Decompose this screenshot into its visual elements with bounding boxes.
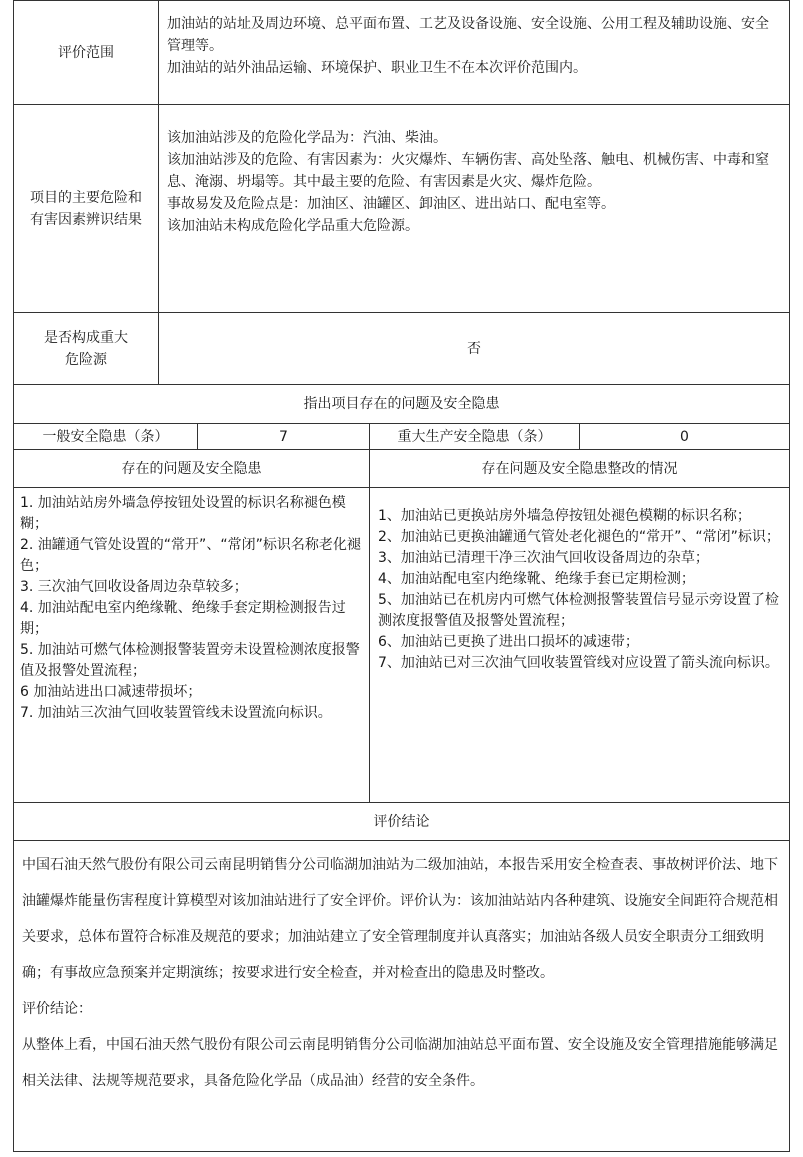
general-hazard-count: 7 [279, 428, 288, 445]
hazards-line-3: 事故易发及危险点是：加油区、油罐区、卸油区、进出站口、配电室等。 [167, 196, 615, 212]
rectification-item: 7、加油站已对三次油气回收装置管线对应设置了箭头流向标识。 [378, 655, 779, 671]
scope-label-cell [13, 0, 159, 105]
major-hazard-value: 否 [467, 340, 481, 357]
conclusion-paragraph-1: 中国石油天然气股份有限公司云南昆明销售分公司临湖加油站为二级加油站，本报告采用安全检查表、事故树评价法、地下油罐爆炸能量伤害程度计算模型对该加油站进行了安全评价。评价认为：该加油站站内各种建筑、设施安全间距符合规范相关要求，总体布置符合标准及规范的要求；加油站建立了安全管理制度并认真落实；加油站各级人员安全职责分工细致明确；有事故应急预案并定期演练；按要求进行安全检查，并对检查出的隐患及时整改。 [22, 857, 778, 981]
issues-title-cell [13, 384, 790, 424]
hazards-line-4: 该加油站未构成危险化学品重大危险源。 [167, 218, 419, 234]
major-hazard-value-cell [158, 312, 790, 385]
general-hazard-label-cell [13, 423, 198, 450]
scope-label: 评价范围 [58, 44, 114, 61]
general-hazard-count-cell [197, 423, 370, 450]
rectification-item: 4、加油站配电室内绝缘靴、绝缘手套已定期检测； [378, 571, 695, 587]
rectification-item: 2、加油站已更换油罐通气管处老化褪色的“常开”、“常闭”标识； [378, 529, 780, 545]
rectification-header-cell [369, 449, 790, 488]
problem-item: 4. 加油站配电室内绝缘靴、绝缘手套定期检测报告过期； [20, 600, 346, 637]
general-hazard-label: 一般安全隐患（条） [42, 428, 169, 445]
hazards-line-1: 该加油站涉及的危险化学品为：汽油、柴油。 [167, 130, 447, 146]
scope-content-cell [158, 0, 790, 105]
problem-item: 7. 加油站三次油气回收装置管线未设置流向标识。 [20, 705, 332, 721]
rectification-item: 5、加油站已在机房内可燃气体检测报警装置信号显示旁设置了检测浓度报警值及报警处置流程； [378, 592, 779, 629]
problem-item: 2. 油罐通气管处设置的“常开”、“常闭”标识名称老化褪色； [20, 537, 361, 574]
scope-line-2: 加油站的站外油品运输、环境保护、职业卫生不在本次评价范围内。 [167, 60, 587, 76]
hazards-line-2: 该加油站涉及的危险、有害因素为：火灾爆炸、车辆伤害、高处坠落、触电、机械伤害、中毒和窒息、淹溺、坍塌等。其中最主要的危险、有害因素是火灾、爆炸危险。 [167, 152, 769, 190]
rectification-header: 存在问题及安全隐患整改的情况 [481, 460, 678, 477]
issues-title: 指出项目存在的问题及安全隐患 [303, 396, 500, 412]
major-production-hazard-count: 0 [680, 428, 689, 445]
rectification-item: 6、加油站已更换了进出口损坏的减速带； [378, 634, 639, 650]
problem-item: 3. 三次油气回收设备周边杂草较多； [20, 579, 248, 595]
conclusion-paragraph-2: 从整体上看，中国石油天然气股份有限公司云南昆明销售分公司临湖加油站总平面布置、安全设施及安全管理措施能够满足相关法律、法规等规范要求，具备危险化学品（成品油）经营的安全条件。 [22, 1037, 778, 1089]
rectification-list-cell [369, 487, 790, 803]
rectification-item: 3、加油站已清理干净三次油气回收设备周边的杂草； [378, 550, 709, 566]
conclusion-title: 评价结论 [373, 813, 430, 830]
problem-item: 5. 加油站可燃气体检测报警装置旁未设置检测浓度报警值及报警处置流程； [20, 642, 360, 679]
conclusion-label: 评价结论： [22, 1001, 92, 1017]
major-production-hazard-label-cell [369, 423, 580, 450]
problem-item: 6 加油站进出口减速带损坏； [20, 684, 202, 700]
conclusion-title-cell [13, 802, 790, 841]
hazards-label: 项目的主要危险和有害因素辨识结果 [30, 189, 142, 228]
major-hazard-label-cell [13, 312, 159, 385]
problems-header: 存在的问题及安全隐患 [121, 460, 262, 477]
problems-list-cell [13, 487, 370, 803]
major-production-hazard-label: 重大生产安全隐患（条） [397, 428, 552, 445]
problem-item: 1. 加油站站房外墙急停按钮处设置的标识名称褪色模糊； [20, 495, 346, 532]
conclusion-body-cell [13, 840, 790, 1152]
major-hazard-label: 是否构成重大危险源 [44, 329, 128, 368]
hazards-content-cell [158, 104, 790, 313]
hazards-label-cell [13, 104, 159, 313]
rectification-item: 1、加油站已更换站房外墙急停按钮处褪色模糊的标识名称； [378, 508, 751, 524]
problems-header-cell [13, 449, 370, 488]
major-production-hazard-count-cell [579, 423, 790, 450]
scope-line-1: 加油站的站址及周边环境、总平面布置、工艺及设备设施、安全设施、公用工程及辅助设施、安全管理等。 [167, 16, 769, 54]
